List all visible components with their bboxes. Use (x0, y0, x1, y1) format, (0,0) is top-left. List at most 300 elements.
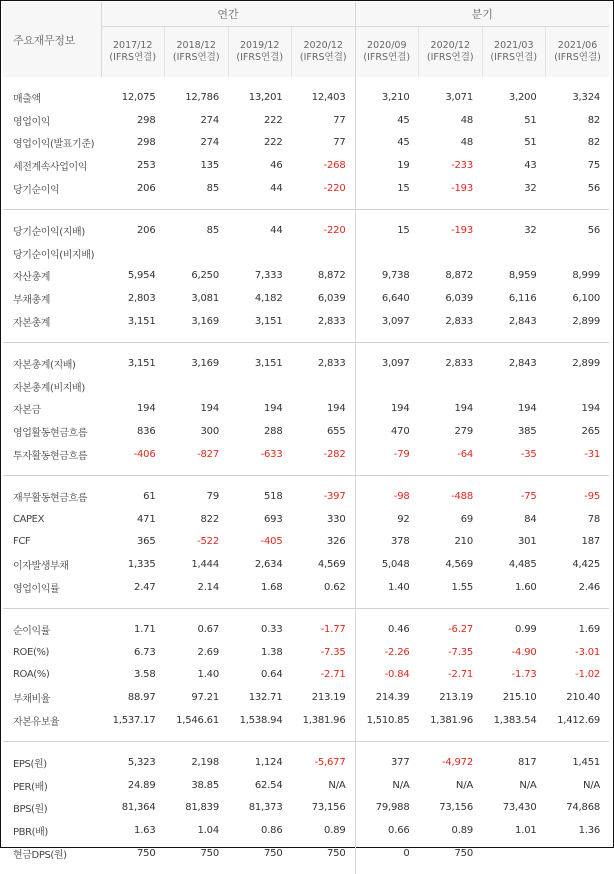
row-label: 자본금 (13, 405, 41, 417)
table-cell: -1.02 (575, 669, 601, 681)
table-row (3, 342, 609, 374)
table-row (3, 209, 609, 241)
table-cell: 2,198 (191, 756, 219, 768)
row-label: ROE(%) (13, 646, 50, 658)
period-header: 2018/12 (IFRS연결) (165, 27, 229, 78)
table-cell: 750 (264, 848, 283, 859)
table-cell: -220 (292, 177, 356, 209)
row-label: 영업활동현금흐름 (13, 428, 88, 440)
table-cell: 6,039 (445, 293, 474, 305)
table-cell: 3,169 (191, 357, 219, 369)
table-cell: 279 (454, 426, 474, 438)
table-row (3, 842, 609, 874)
table-cell: N/A (455, 779, 474, 791)
table-cell: -233 (451, 160, 474, 172)
table-cell: 288 (264, 426, 283, 438)
table-row (3, 553, 609, 576)
table-cell: 3,097 (355, 310, 419, 342)
period-header: 2017/12 (IFRS연결) (101, 27, 165, 78)
table-row (3, 531, 609, 554)
row-label: 재무활동현금흐름 (13, 492, 88, 504)
period-header: 2021/06 (IFRS연결) (546, 27, 610, 78)
table-cell: 3,210 (381, 91, 410, 103)
table-cell: -282 (292, 443, 356, 475)
table-cell: 13,201 (248, 91, 283, 103)
table-cell: 1.60 (482, 576, 546, 608)
table-row (3, 109, 609, 132)
table-cell: 15 (397, 224, 410, 236)
table-cell: 3,169 (165, 310, 229, 342)
table-cell: 48 (460, 114, 474, 126)
row-label: 자본총계 (3, 310, 101, 342)
table-cell: 0.89 (292, 819, 356, 842)
table-cell: -35 (482, 443, 546, 475)
table-cell: 44 (270, 224, 283, 236)
table-cell: 73,430 (502, 802, 537, 814)
table-cell (419, 242, 483, 265)
table-cell: -75 (520, 490, 537, 502)
financial-summary-table (3, 2, 609, 874)
table-cell: 1.71 (134, 623, 156, 635)
table-cell: 1,451 (572, 756, 601, 768)
table-cell: 6,250 (191, 270, 219, 282)
row-label: 세전계속사업이익 (13, 162, 88, 174)
table-cell: 45 (397, 114, 410, 126)
table-cell: N/A (519, 779, 537, 791)
period-header: 2021/03 (IFRS연결) (482, 27, 546, 78)
table-cell: 3,151 (101, 310, 165, 342)
table-cell: 75 (587, 160, 601, 172)
table-cell: 1,381.96 (419, 709, 483, 741)
table-cell: 222 (264, 137, 283, 149)
table-cell: 1,546.61 (165, 709, 229, 741)
row-label: PER(배) (13, 781, 48, 793)
table-cell: 1.40 (355, 576, 419, 608)
table-cell: 187 (581, 536, 601, 548)
table-cell: 6,039 (292, 287, 356, 310)
table-cell: 2,634 (254, 559, 283, 571)
table-cell: 222 (264, 114, 283, 126)
table-cell: 79,988 (375, 802, 410, 814)
table-cell: 85 (206, 224, 219, 236)
table-cell: -397 (292, 475, 356, 507)
table-cell: 750 (200, 848, 219, 859)
table-row (3, 132, 609, 155)
row-label: CAPEX (13, 513, 45, 525)
row-label: 당기순이익(비지배) (13, 249, 95, 261)
table-cell (546, 375, 610, 398)
table-cell: 1.40 (197, 669, 219, 681)
table-cell: -405 (260, 536, 283, 548)
table-cell: 1,383.54 (482, 709, 546, 741)
table-cell: 48 (460, 137, 474, 149)
table-row (3, 686, 609, 709)
table-cell: 194 (391, 403, 410, 415)
row-label: 영업이익률 (3, 576, 101, 608)
table-cell: 326 (292, 531, 356, 554)
table-cell: 56 (587, 224, 601, 236)
table-cell: -1.77 (292, 608, 356, 640)
table-cell: 12,075 (121, 91, 156, 103)
period-header: 2020/09 (IFRS연결) (355, 27, 419, 78)
table-cell: 6,100 (572, 293, 601, 305)
table-cell: 2.69 (197, 646, 219, 658)
table-cell: 2,843 (508, 357, 537, 369)
table-cell: 3,324 (572, 91, 601, 103)
table-cell: 274 (200, 114, 219, 126)
table-cell: 655 (292, 420, 356, 443)
table-cell: 2,899 (546, 310, 610, 342)
table-cell: -193 (451, 224, 474, 236)
table-cell: 265 (581, 426, 601, 438)
table-cell: 298 (137, 137, 156, 149)
period-header: 2019/12 (IFRS연결) (228, 27, 292, 78)
table-cell: 194 (581, 403, 601, 415)
table-cell: 0.33 (261, 623, 283, 635)
table-cell (101, 375, 165, 398)
table-cell: 0.86 (261, 825, 283, 837)
table-cell: 5,954 (127, 270, 156, 282)
table-row (3, 177, 609, 209)
table-cell: 1,444 (191, 559, 219, 571)
table-cell: 3,081 (191, 293, 219, 305)
table-cell: -31 (546, 443, 610, 475)
table-cell: 8,872 (445, 270, 474, 282)
table-cell: 750 (137, 848, 156, 859)
table-cell: 300 (200, 426, 219, 438)
table-cell (101, 242, 165, 265)
table-cell: 750 (454, 848, 474, 859)
table-cell: 210.40 (566, 692, 601, 704)
row-label: 이자발생부채 (13, 561, 69, 573)
table-cell: 2,899 (572, 357, 601, 369)
row-label: 자본총계(지배) (13, 359, 76, 371)
row-label: 당기순이익(지배) (13, 226, 85, 238)
table-cell: 32 (524, 224, 537, 236)
table-cell: 214.39 (375, 692, 410, 704)
table-cell: 330 (292, 508, 356, 531)
table-cell: -98 (393, 490, 410, 502)
table-cell: 51 (524, 137, 537, 149)
table-cell: 206 (101, 177, 165, 209)
table-cell: 194 (454, 403, 474, 415)
table-cell: 693 (264, 513, 283, 525)
table-cell: -95 (584, 490, 601, 502)
table-cell: 12,786 (185, 91, 219, 103)
table-cell: 206 (137, 224, 156, 236)
annual-header: 연간 (101, 2, 355, 27)
table-cell: 8,999 (572, 270, 601, 282)
table-cell: 15 (355, 177, 419, 209)
table-cell: 82 (587, 137, 601, 149)
table-cell: 2,803 (127, 293, 156, 305)
table-cell: 32 (482, 177, 546, 209)
table-cell: 78 (587, 513, 601, 525)
row-label: 자본총계(비지배) (13, 382, 85, 394)
table-cell: 6,116 (508, 293, 537, 305)
row-label: 자본유보율 (3, 709, 101, 741)
table-cell: 817 (518, 756, 537, 768)
table-cell: 822 (200, 513, 219, 525)
table-cell: 82 (587, 114, 601, 126)
row-label: ROA(%) (13, 669, 50, 681)
table-cell: 194 (200, 403, 219, 415)
table-cell: 51 (524, 114, 537, 126)
table-cell: 365 (137, 536, 156, 548)
table-cell: 836 (137, 426, 156, 438)
table-cell: 471 (137, 513, 156, 525)
table-cell: 3,151 (228, 310, 292, 342)
table-cell: 5,048 (381, 559, 410, 571)
table-row (3, 608, 609, 640)
table-cell: -79 (355, 443, 419, 475)
table-cell: 6.73 (134, 646, 156, 658)
table-cell: 1.38 (261, 646, 283, 658)
table-cell: 97.21 (191, 692, 219, 704)
table-cell: 8,872 (292, 265, 356, 288)
table-cell: 12,403 (292, 77, 356, 109)
table-cell: 79 (206, 490, 219, 502)
table-cell: 1.68 (228, 576, 292, 608)
table-cell: 253 (137, 160, 156, 172)
table-cell: -193 (419, 177, 483, 209)
table-cell: 74,868 (566, 802, 601, 814)
table-cell: 38.85 (191, 779, 219, 791)
row-label: BPS(원) (13, 804, 48, 816)
table-cell: 1,335 (127, 559, 156, 571)
table-cell: -7.35 (448, 646, 474, 658)
table-row (3, 576, 609, 608)
table-cell (546, 842, 610, 874)
table-row (3, 310, 609, 342)
table-cell: 0.67 (197, 623, 219, 635)
table-cell: -5,677 (292, 741, 356, 773)
table-cell: 56 (546, 177, 610, 209)
table-cell: -633 (228, 443, 292, 475)
table-cell: 8,959 (508, 270, 537, 282)
table-cell (482, 242, 546, 265)
table-cell: -488 (451, 490, 474, 502)
table-cell: 301 (518, 536, 537, 548)
table-cell: 1,538.94 (228, 709, 292, 741)
table-cell: 0.62 (292, 576, 356, 608)
table-row (3, 641, 609, 664)
table-cell: 298 (137, 114, 156, 126)
table-cell: 210 (454, 536, 474, 548)
table-cell: 215.10 (502, 692, 537, 704)
row-label: PBR(배) (13, 827, 48, 839)
row-label: 영업이익(발표기준) (13, 139, 95, 151)
table-cell: 3.58 (134, 669, 156, 681)
table-cell: 19 (397, 160, 410, 172)
table-cell: 24.89 (127, 779, 156, 791)
table-cell: 1.69 (578, 623, 601, 635)
table-cell: 194 (292, 398, 356, 421)
table-cell (165, 375, 229, 398)
table-cell: -4,972 (441, 756, 474, 768)
table-cell: 2.47 (101, 576, 165, 608)
table-row (3, 398, 609, 421)
table-cell: 4,182 (254, 293, 283, 305)
row-label: 영업이익 (13, 116, 51, 128)
row-label: 부채비율 (13, 694, 51, 706)
table-row (3, 420, 609, 443)
table-cell: 194 (264, 403, 283, 415)
table-cell: 81,364 (121, 802, 156, 814)
table-cell: 2,833 (419, 310, 483, 342)
row-label: 당기순이익 (3, 177, 101, 209)
table-cell: 5,323 (127, 756, 156, 768)
table-cell: 1,412.69 (546, 709, 610, 741)
table-cell: 2,843 (482, 310, 546, 342)
table-cell: 1.01 (515, 825, 537, 837)
table-row (3, 508, 609, 531)
row-label: FCF (13, 536, 31, 548)
table-cell: 0.64 (261, 669, 283, 681)
table-cell (355, 375, 419, 398)
row-label: 순이익률 (13, 625, 51, 637)
table-cell: 2,833 (445, 357, 474, 369)
table-cell: 0.66 (388, 825, 410, 837)
table-cell: 470 (391, 426, 410, 438)
table-cell: -4.90 (511, 646, 537, 658)
table-cell: 44 (228, 177, 292, 209)
table-row (3, 741, 609, 773)
table-cell: 378 (391, 536, 410, 548)
table-cell: 81,373 (248, 802, 283, 814)
period-header: 2020/12 (IFRS연결) (419, 27, 483, 78)
table-cell (228, 242, 292, 265)
table-cell: 274 (200, 137, 219, 149)
table-cell (292, 375, 356, 398)
table-cell: 2,833 (292, 342, 356, 374)
table-row (3, 475, 609, 507)
table-cell: 1,124 (254, 756, 283, 768)
table-cell: 62.54 (254, 779, 283, 791)
table-row (3, 242, 609, 265)
table-cell (482, 375, 546, 398)
row-label: 투자활동현금흐름 (3, 443, 101, 475)
table-row (3, 443, 609, 475)
table-cell: 77 (292, 132, 356, 155)
table-cell: 0.99 (515, 623, 537, 635)
table-cell: -220 (292, 209, 356, 241)
table-cell: -2.71 (448, 669, 474, 681)
table-cell: 377 (391, 756, 410, 768)
row-label: 자산총계 (13, 272, 51, 284)
table-cell: 61 (143, 490, 156, 502)
period-header: 2020/12 (IFRS연결) (292, 27, 356, 78)
table-cell: 1,537.17 (101, 709, 165, 741)
table-cell: N/A (292, 774, 356, 797)
table-cell (165, 242, 229, 265)
table-row (3, 287, 609, 310)
table-cell: -2.26 (384, 646, 410, 658)
table-row (3, 797, 609, 820)
table-cell: 69 (460, 513, 474, 525)
table-cell: 132.71 (248, 692, 283, 704)
table-cell: 3,071 (445, 91, 474, 103)
table-cell: 194 (518, 403, 537, 415)
table-cell: -3.01 (575, 646, 601, 658)
table-cell: 2.46 (546, 576, 610, 608)
table-cell: 518 (264, 490, 283, 502)
table-cell: 3,151 (254, 357, 283, 369)
table-cell: -1.73 (511, 669, 537, 681)
table-cell: 1,510.85 (355, 709, 419, 741)
table-row (3, 709, 609, 741)
table-cell: 385 (518, 426, 537, 438)
table-cell: 1.04 (197, 825, 219, 837)
table-cell: 43 (524, 160, 537, 172)
row-label: 현금DPS(원) (13, 850, 67, 861)
table-cell: 6,640 (381, 293, 410, 305)
table-cell (292, 242, 356, 265)
table-cell: 4,569 (445, 559, 474, 571)
table-cell: 88.97 (127, 692, 156, 704)
table-row (3, 154, 609, 177)
table-title: 주요재무정보 (3, 2, 101, 77)
table-cell: 84 (524, 513, 537, 525)
row-label: 부채총계 (13, 295, 51, 307)
table-cell: 1.36 (578, 825, 601, 837)
table-cell: -64 (419, 443, 483, 475)
table-cell: 2.14 (165, 576, 229, 608)
table-row (3, 77, 609, 109)
table-cell (419, 375, 483, 398)
table-row (3, 664, 609, 687)
table-cell: 3,200 (508, 91, 537, 103)
table-cell: -2.71 (292, 664, 356, 687)
quarter-header: 분기 (355, 2, 609, 27)
table-cell: 73,156 (439, 802, 474, 814)
table-cell: 4,485 (508, 559, 537, 571)
table-cell (355, 242, 419, 265)
table-cell: N/A (392, 779, 410, 791)
table-cell: -522 (197, 536, 219, 548)
table-cell: 92 (397, 513, 410, 525)
row-label: EPS(원) (13, 758, 47, 770)
table-row (3, 265, 609, 288)
table-cell: 85 (165, 177, 229, 209)
table-cell: 1.55 (419, 576, 483, 608)
table-cell: 0.89 (451, 825, 474, 837)
table-cell: 9,738 (381, 270, 410, 282)
table-cell: 81,839 (185, 802, 219, 814)
table-cell: -827 (165, 443, 229, 475)
table-body (3, 77, 609, 874)
table-cell: 194 (137, 403, 156, 415)
table-cell: 0 (403, 848, 410, 859)
table-cell: 73,156 (292, 797, 356, 820)
table-row (3, 375, 609, 398)
table-cell (228, 375, 292, 398)
table-cell: 750 (292, 842, 356, 874)
table-cell: 0.46 (388, 623, 410, 635)
table-cell: 4,425 (572, 559, 601, 571)
table-cell: -406 (101, 443, 165, 475)
table-cell: 45 (397, 137, 410, 149)
table-cell: -6.27 (448, 623, 474, 635)
table-cell (546, 242, 610, 265)
table-row (3, 774, 609, 797)
table-cell: N/A (582, 779, 601, 791)
table-cell: -268 (292, 154, 356, 177)
table-cell: 1,381.96 (292, 709, 356, 741)
table-cell: 7,333 (254, 270, 283, 282)
table-cell: 213.19 (292, 686, 356, 709)
table-cell (482, 842, 546, 874)
